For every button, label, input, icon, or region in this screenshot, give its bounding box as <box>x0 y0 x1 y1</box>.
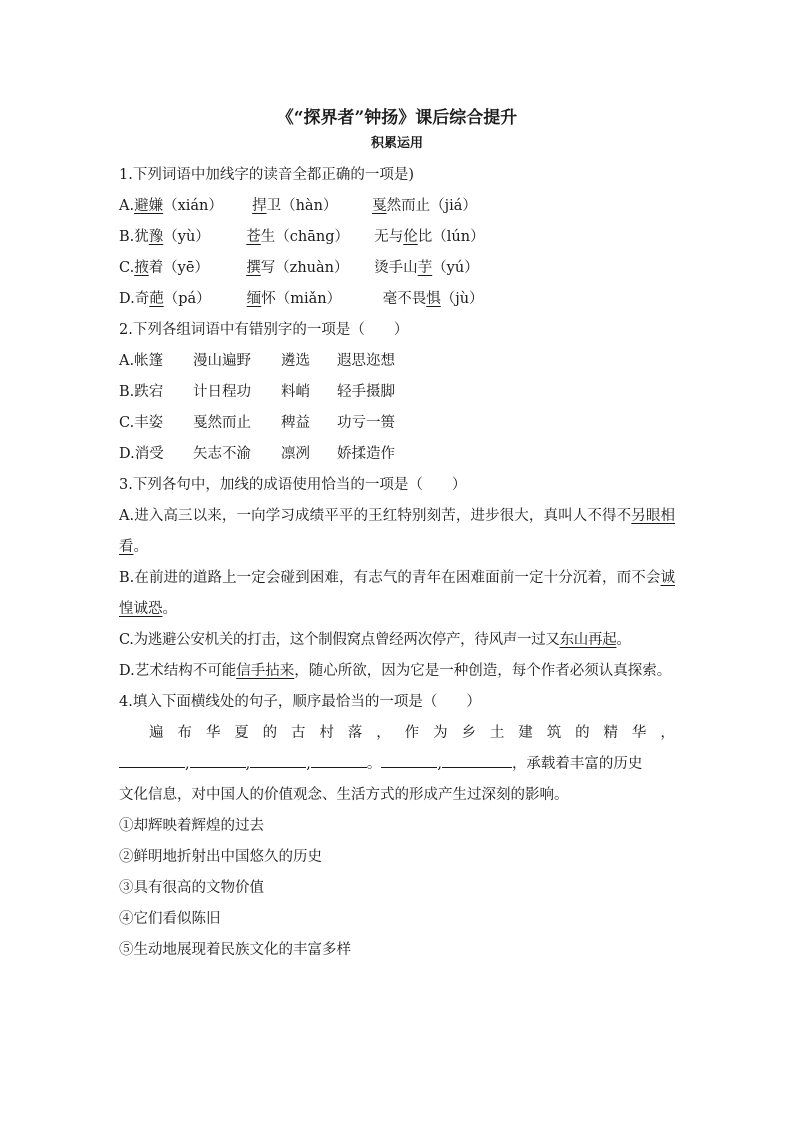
word-cell: 戛然而止 <box>193 415 251 431</box>
option-label: D. <box>119 291 135 307</box>
underlined-char: 戛 <box>372 198 387 214</box>
question-4-option-2: ②鲜明地折射出中国悠久的历史 <box>119 849 322 865</box>
pinyin: 然而止（jiá） <box>386 198 477 214</box>
word-cell: 娇揉造作 <box>337 446 395 462</box>
question-2-option-c <box>119 408 675 439</box>
underlined-char: 避嫌 <box>134 198 164 214</box>
fill-blank-1[interactable] <box>119 749 185 768</box>
question-4-lead-line <box>119 718 675 749</box>
question-1-option-a <box>119 191 675 222</box>
lead-char: 建 <box>518 725 533 741</box>
question-3-option-c <box>119 625 675 656</box>
question-1-option-d <box>119 284 675 315</box>
underlined-char: 葩 <box>149 291 164 307</box>
pinyin: （pá） <box>163 291 211 307</box>
question-4-option-1: ①却辉映着辉煌的过去 <box>119 818 264 834</box>
lead-char: 土 <box>489 725 505 741</box>
word-3 <box>374 222 484 253</box>
word-2 <box>246 222 374 253</box>
underlined-char: 撰 <box>246 260 261 276</box>
question-3-option-b <box>119 563 675 625</box>
question-3-option-d <box>119 656 675 687</box>
word-2 <box>252 191 372 222</box>
lead-char: 夏 <box>234 725 249 741</box>
word-cell: 凛冽 <box>281 446 310 462</box>
word-cell: A.帐篷 <box>119 353 164 369</box>
question-2-option-b <box>119 377 675 408</box>
lead-char: 华 <box>205 725 221 741</box>
pinyin: 着（yē） <box>148 260 209 276</box>
word-cell: C.丰姿 <box>119 415 164 431</box>
underlined-char: 苍 <box>246 229 261 245</box>
pinyin: （yú） <box>432 260 479 276</box>
sentence-text: A.进入高三以来，一向学习成绩平平的王红特别刻苦，进步很大，真叫人不得不 <box>119 508 632 524</box>
word-cell: 料峭 <box>281 384 310 400</box>
question-1-option-c <box>119 253 675 284</box>
pinyin: （xián） <box>163 198 223 214</box>
question-4-stem: 4.填入下面横线处的句子，顺序最恰当的一项是（ ） <box>119 694 481 710</box>
option-label: C. <box>119 260 135 276</box>
lead-char: 的 <box>575 725 590 741</box>
lead-char: 作 <box>404 725 420 741</box>
pinyin: （yù） <box>163 229 210 245</box>
underlined-char: 惧 <box>426 291 441 307</box>
word-1 <box>135 284 247 315</box>
word-3 <box>372 191 477 222</box>
word-cell: 遴选 <box>281 353 310 369</box>
sentence-end: 。 <box>616 632 631 648</box>
question-4-option-4: ④它们看似陈旧 <box>119 911 221 927</box>
question-2-stem: 2.下列各组词语中有错别字的一项是（ ） <box>119 322 409 338</box>
underlined-idiom: 诚惶诚恐 <box>119 570 675 617</box>
lead-char: 布 <box>177 725 192 741</box>
underlined-char: 捍 <box>252 198 267 214</box>
option-label: B. <box>119 229 135 245</box>
section-heading: 积累运用 <box>370 136 423 151</box>
page-title: 《“探界者”钟扬》课后综合提升 <box>276 108 518 128</box>
word-cell: 稗益 <box>281 415 310 431</box>
fill-blank-4[interactable] <box>311 749 367 768</box>
question-2-option-d <box>119 439 675 470</box>
word-text: 无与 <box>374 229 404 245</box>
word-text: 奇 <box>134 291 150 307</box>
word-3 <box>374 253 479 284</box>
lead-char: 村 <box>319 725 334 741</box>
underlined-idiom: 信手拈来 <box>236 663 295 679</box>
question-2-option-a <box>119 346 675 377</box>
question-3-stem: 3.下列各句中，加线的成语使用恰当的一项是（ ） <box>119 477 467 493</box>
word-1 <box>134 191 252 222</box>
lead-char: 筑 <box>546 725 562 741</box>
word-1 <box>134 222 246 253</box>
pinyin: 比（lún） <box>417 229 485 245</box>
lead-char: 遍 <box>149 725 164 741</box>
underlined-char: 豫 <box>148 229 164 245</box>
word-2 <box>247 284 383 315</box>
underlined-char: 缅 <box>246 291 262 307</box>
lead-char: ， <box>376 725 391 741</box>
question-1-option-b <box>119 222 675 253</box>
word-text: 毫不畏 <box>382 291 427 307</box>
fill-blank-6[interactable] <box>442 749 512 768</box>
fill-blank-3[interactable] <box>250 749 306 768</box>
underlined-char: 掖 <box>134 260 149 276</box>
word-cell: 遐思迩想 <box>337 353 395 369</box>
sentence-text: D.艺术结构不可能 <box>119 663 237 679</box>
underlined-idiom: 东山再起 <box>559 632 617 648</box>
word-cell: 计日程功 <box>193 384 251 400</box>
pinyin: 卫（hàn） <box>266 198 338 214</box>
pinyin: （jù） <box>440 291 484 307</box>
word-cell: B.跌宕 <box>119 384 164 400</box>
sentence-text: C.为逃避公安机关的打击，这个制假窝点曾经两次停产，待风声一过又 <box>119 632 560 648</box>
underlined-char: 芋 <box>417 260 433 276</box>
fill-blank-5[interactable] <box>381 749 437 768</box>
word-cell: 矢志不渝 <box>193 446 251 462</box>
option-label: A. <box>119 198 135 214</box>
lead-char: 乡 <box>461 725 476 741</box>
question-4-blanks-line: , , , 。 , ，承载着丰富的历史 <box>119 749 675 780</box>
word-cell: 轻手摄脚 <box>337 384 395 400</box>
lead-char: 华 <box>631 725 647 741</box>
underlined-idiom: 另眼相看 <box>119 508 676 555</box>
word-1 <box>134 253 246 284</box>
word-3 <box>383 284 484 315</box>
question-3-option-a <box>119 501 675 563</box>
lead-char: 精 <box>603 725 618 741</box>
pinyin: 生（chāng） <box>260 229 349 245</box>
lead-char: 落 <box>347 725 363 741</box>
document-content <box>119 104 675 966</box>
underlined-char: 伦 <box>403 229 418 245</box>
word-cell: D.消受 <box>119 446 164 462</box>
lead-char: 的 <box>262 725 278 741</box>
pinyin: 写（zhuàn） <box>260 260 349 276</box>
question-4-option-3: ③具有很高的文物价值 <box>119 880 264 896</box>
word-text: 烫手山 <box>374 260 418 276</box>
question-4-continuation: 文化信息，对中国人的价值观念、生活方式的形成产生过深刻的影响。 <box>119 787 569 803</box>
sentence-end: 。 <box>133 539 148 555</box>
question-1-stem: 1.下列词语中加线字的读音全都正确的一项是) <box>119 167 414 183</box>
lead-char: 为 <box>433 725 448 741</box>
word-text: 犹 <box>134 229 149 245</box>
pinyin: 怀（miǎn） <box>261 291 342 307</box>
word-cell: 功亏一篑 <box>337 415 395 431</box>
sentence-end: 。 <box>162 601 177 617</box>
word-2 <box>246 253 374 284</box>
question-4-option-5: ⑤生动地展现着民族文化的丰富多样 <box>119 942 351 958</box>
word-cell: 漫山遍野 <box>193 353 251 369</box>
fill-blank-2[interactable] <box>190 749 246 768</box>
sentence-tail: ，承载着丰富的历史 <box>511 756 643 772</box>
lead-char: ， <box>660 725 675 741</box>
sentence-text: B.在前进的道路上一定会碰到困难，有志气的青年在困难面前一定十分沉着，而不会 <box>119 570 661 586</box>
lead-char: 古 <box>291 725 306 741</box>
sentence-end: ，随心所欲，因为它是一种创造，每个作者必须认真探索。 <box>294 663 672 679</box>
